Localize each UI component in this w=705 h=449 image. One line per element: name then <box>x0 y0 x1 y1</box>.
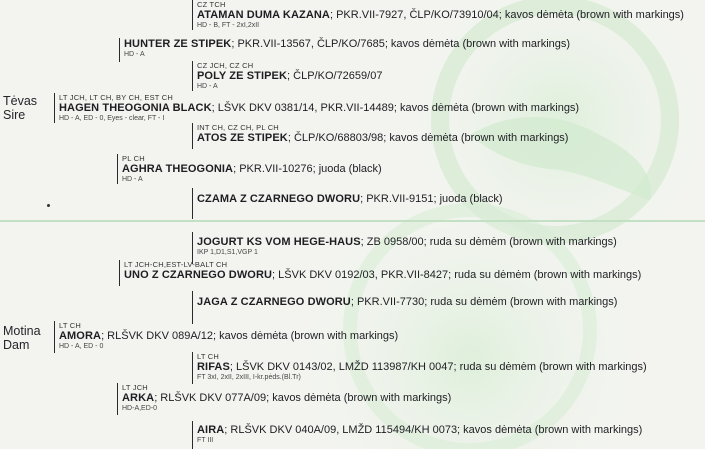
ssd-meta: HD - A <box>197 83 218 90</box>
sire-label-lt: Tėvas <box>3 94 38 108</box>
sd-meta: HD - A <box>122 176 143 183</box>
ddd-details: ; RLŠVK DKV 040A/09, LMŽD 115494/KH 0073; kavos dėmėta (brown with markings) <box>224 424 643 436</box>
dss-details: ; ZB 0958/00; ruda su dėmėm (brown with markings) <box>360 236 617 248</box>
sire-entry <box>54 93 579 123</box>
sire-meta: HD - A, ED - 0, Eyes - clear, FT - I <box>59 115 165 122</box>
sire-details: ; LŠVK DKV 0381/14, PKR.VII-14489; kavos dėmėta (brown with markings) <box>211 102 580 114</box>
sire-titles: LT JCH, LT CH, BY CH, EST CH <box>59 93 173 102</box>
ssd-titles: CZ JCH, CZ CH <box>197 61 254 70</box>
sss-name: ATAMAN DUMA KAZANA <box>197 9 330 21</box>
sds-entry <box>192 123 568 149</box>
dss-name: JOGURT KS VOM HEGE-HAUS <box>197 236 361 248</box>
dds-details: ; LŠVK DKV 0143/02, LMŽD 113987/KH 0047; ruda su dėmėm (brown with markings) <box>229 361 647 373</box>
sire-dam-divider <box>0 220 705 222</box>
sds-name: ATOS ZE STIPEK <box>197 132 288 144</box>
dam-titles: LT CH <box>59 321 81 330</box>
sire-label-en: Sire <box>3 108 26 122</box>
ss-meta: HD - A <box>124 51 145 58</box>
dd-name: ARKA <box>122 392 155 404</box>
dam-name: AMORA <box>59 330 102 342</box>
ds-titles: LT JCH-CH,EST-LV-BALT CH <box>124 260 228 269</box>
sss-titles: CZ TCH <box>197 0 226 9</box>
ds-details: ; LŠVK DKV 0192/03, PKR.VII-8427; ruda su dėmėm (brown with markings) <box>272 269 642 281</box>
dd-details: ; RLŠVK DKV 077A/09; kavos dėmėta (brown with markings) <box>154 392 452 404</box>
sd-details: ; PKR.VII-10276; juoda (black) <box>233 163 382 175</box>
ddd-meta: FT III <box>197 437 214 444</box>
sds-titles: INT CH, CZ CH, PL CH <box>197 123 279 132</box>
dss-meta: IKP 1,D1,S1,VGP 1 <box>197 249 258 256</box>
sire-side-label <box>3 94 37 122</box>
dds-meta: FT 3xI, 2xII, 2xIII, I-kr.pėds.(Bl.Tr) <box>197 374 301 381</box>
sdd-details: ; PKR.VII-9151; juoda (black) <box>360 193 503 205</box>
ddd-name: AIRA <box>197 424 225 436</box>
sds-details: ; ČLP/KO/68803/98; kavos dėmėta (brown with markings) <box>287 132 569 144</box>
ds-name: UNO Z CZARNEGO DWORU <box>124 269 273 281</box>
dsd-entry <box>192 291 617 324</box>
ss-details: ; PKR.VII-13567, ČLP/KO/7685; kavos dėmėta (brown with markings) <box>231 38 571 50</box>
dsd-details: ; PKR.VII-7730; ruda su dėmėm (brown with markings) <box>350 296 618 308</box>
dd-meta: HD-A,ED-0 <box>122 405 158 412</box>
dds-name: RIFAS <box>197 361 230 373</box>
sss-entry <box>192 0 684 30</box>
sdd-entry <box>192 188 503 219</box>
dds-titles: LT CH <box>197 352 219 361</box>
sss-meta: HD - B, FT - 2xI,2xII <box>197 22 260 29</box>
dsd-name: JAGA Z CZARNEGO DWORU <box>197 296 351 308</box>
stray-dot <box>47 204 50 207</box>
sss-details: ; PKR.VII-7927, ČLP/KO/73910/04; kavos dėmėta (brown with markings) <box>329 9 684 21</box>
ddd-entry <box>192 421 642 449</box>
ds-entry <box>119 260 641 286</box>
dd-entry <box>117 383 451 415</box>
ssd-details: ; ČLP/KO/72659/07 <box>287 70 383 82</box>
dam-side-label <box>3 324 41 352</box>
dam-label-en: Dam <box>3 338 30 352</box>
ssd-entry <box>192 61 382 91</box>
dam-meta: HD - A, ED - 0 <box>59 343 104 350</box>
sd-name: AGHRA THEOGONIA <box>122 163 234 175</box>
ss-entry <box>119 38 570 62</box>
sdd-name: CZAMA Z CZARNEGO DWORU <box>197 193 361 205</box>
sd-titles: PL CH <box>122 154 145 163</box>
dds-entry <box>192 352 647 384</box>
ssd-name: POLY ZE STIPEK <box>197 70 288 82</box>
ss-name: HUNTER ZE STIPEK <box>124 38 232 50</box>
dam-entry <box>54 321 398 353</box>
sd-entry <box>117 154 382 184</box>
dam-label-lt: Motina <box>3 324 41 338</box>
sire-name: HAGEN THEOGONIA BLACK <box>59 102 212 114</box>
dam-details: ; RLŠVK DKV 089A/12; kavos dėmėta (brown with markings) <box>101 330 399 342</box>
dd-titles: LT JCH <box>122 383 148 392</box>
